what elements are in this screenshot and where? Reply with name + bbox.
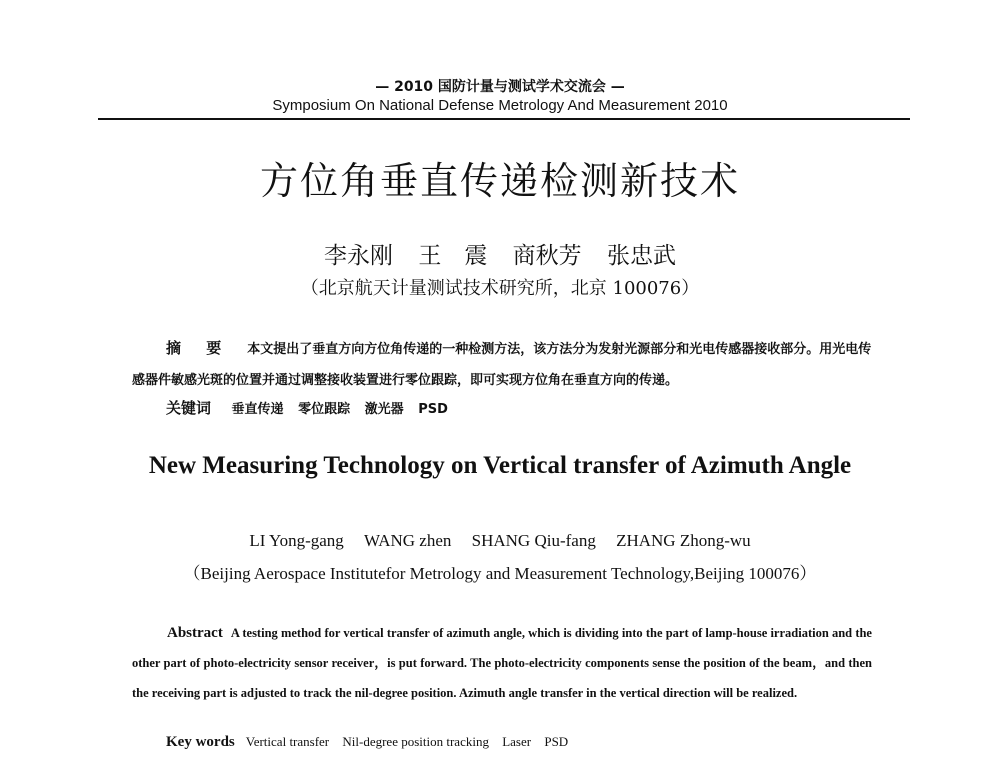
abstract-english bbox=[132, 618, 872, 708]
conference-title-english: Symposium On National Defense Metrology And Measurement 2010 bbox=[272, 97, 728, 114]
keyword-en: Nil-degree position tracking bbox=[342, 734, 489, 749]
author-cn: 商秋芳 bbox=[512, 243, 582, 269]
keywords-english bbox=[166, 734, 578, 751]
author-en: SHANG Qiu-fang bbox=[471, 531, 596, 550]
author-en: WANG zhen bbox=[364, 531, 452, 550]
author-en: ZHANG Zhong-wu bbox=[616, 531, 751, 550]
abstract-chinese bbox=[132, 333, 872, 396]
abstract-text-cn: 本文提出了垂直方向方位角传递的一种检测方法，该方法分为发射光源部分和光电传感器接收部分。用光电传感器件敏感光斑的位置并通过调整接收装置进行零位跟踪，即可实现方位角在垂直方向的传递。 bbox=[132, 342, 872, 388]
keyword-cn: 激光器 bbox=[364, 402, 404, 417]
keyword-cn: PSD bbox=[418, 402, 448, 417]
keyword-en: Laser bbox=[502, 734, 532, 749]
abstract-label-en: Abstract bbox=[167, 625, 223, 641]
author-en: LI Yong-gang bbox=[249, 531, 344, 550]
author-cn: 李永刚 bbox=[324, 243, 394, 269]
keyword-en: PSD bbox=[544, 734, 569, 749]
authors-chinese bbox=[0, 237, 1000, 270]
paper-title-chinese: 方位角垂直传递检测新技术 bbox=[259, 159, 740, 203]
keywords-label-en: Key words bbox=[166, 734, 235, 750]
paper-title-english: New Measuring Technology on Vertical transfer of Azimuth Angle bbox=[148, 452, 852, 479]
conference-title-chinese: — 2010 国防计量与测试学术交流会 — bbox=[375, 79, 625, 95]
author-cn: 王 震 bbox=[418, 243, 488, 269]
keyword-en: Vertical transfer bbox=[245, 734, 330, 749]
affiliation-english: （Beijing Aerospace Institutefor Metrology and Measurement Technology,Beijing 100076） bbox=[183, 564, 817, 583]
keywords-chinese bbox=[166, 397, 458, 418]
keyword-cn: 零位跟踪 bbox=[298, 402, 351, 417]
header-rule bbox=[98, 118, 910, 120]
author-cn: 张忠武 bbox=[606, 243, 676, 269]
keywords-label-cn: 关键词 bbox=[166, 399, 212, 417]
affiliation-chinese: （北京航天计量测试技术研究所，北京 100076） bbox=[300, 278, 700, 299]
keyword-cn: 垂直传递 bbox=[231, 402, 284, 417]
abstract-text-en: A testing method for vertical transfer of azimuth angle, which is dividing into the part of lamp-house irradiation and the other part of photo-electricity sensor receiver，is put forward. The photo-electricity components sense the position of the beam，and then the receiving part is adjusted to track the nil-degree position. Azimuth angle transfer in the vertical direction will be realized. bbox=[132, 626, 872, 700]
authors-english bbox=[0, 531, 1000, 551]
abstract-label-cn: 摘 要 bbox=[166, 339, 232, 357]
